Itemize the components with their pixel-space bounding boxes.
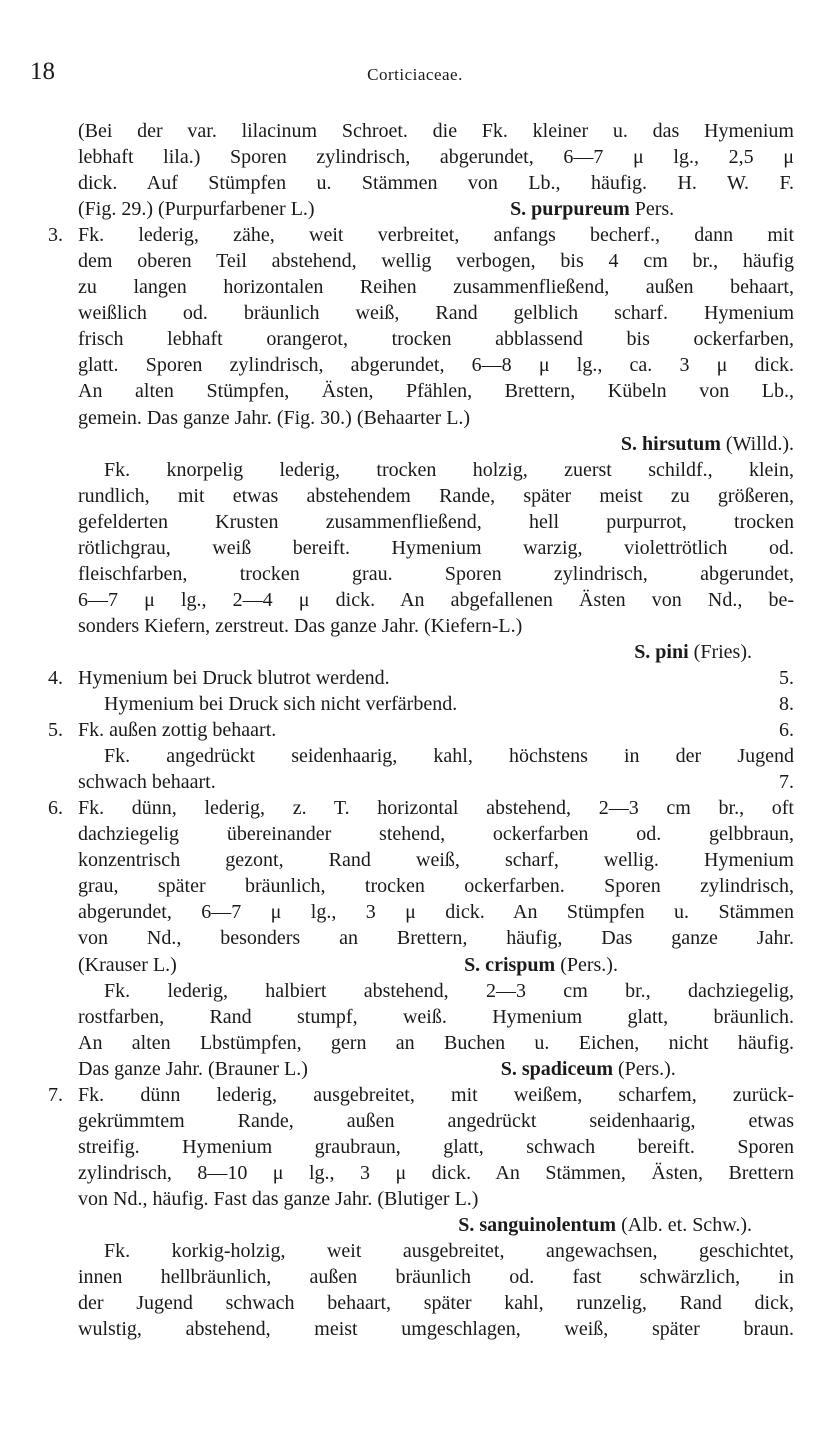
- line-text: dick. Auf Stümpfen u. Stämmen von Lb., häufig. H. W. F.: [78, 172, 794, 195]
- species-binomial: S. spadiceum: [500, 1057, 614, 1080]
- text-line: [78, 1290, 794, 1316]
- line-text: sonders Kiefern, zerstreut. Das ganze Jahr. (Kiefern-L.): [78, 614, 523, 637]
- line-text: fleischfarben, trocken grau. Sporen zylindrisch, abgerundet,: [78, 562, 794, 585]
- line-text: zylindrisch, 8—10 μ lg., 3 μ dick. An Stämmen, Ästen, Brettern: [78, 1161, 794, 1184]
- text-line: [78, 274, 794, 300]
- text-line: [78, 613, 794, 639]
- line-text: abgerundet, 6—7 μ lg., 3 μ dick. An Stümpfen u. Stämmen: [78, 901, 794, 924]
- line-text: weißlich od. bräunlich weiß, Rand gelblich scharf. Hymenium: [78, 302, 794, 325]
- text-line: [78, 405, 794, 431]
- text-line: [48, 717, 794, 743]
- text-line: [78, 535, 794, 561]
- line-text: Fk. angedrückt seidenhaarig, kahl, höchstens in der Jugend: [104, 745, 794, 768]
- key-reference: 5.: [779, 666, 794, 689]
- text-line: [78, 196, 794, 222]
- line-text: von Nd., häufig. Fast das ganze Jahr. (Blutiger L.): [78, 1187, 479, 1210]
- text-line: [78, 691, 794, 717]
- line-text: 6—7 μ lg., 2—4 μ dick. An abgefallenen Ästen von Nd., be-: [78, 588, 794, 611]
- line-text: wulstig, abstehend, meist umgeschlagen, weiß, später braun.: [78, 1318, 794, 1341]
- species-name: [634, 641, 752, 663]
- line-text: Fk. dünn, lederig, z. T. horizontal abstehend, 2—3 cm br., oft: [78, 797, 794, 820]
- line-text: An alten Stümpfen, Ästen, Pfählen, Brettern, Kübeln von Lb.,: [78, 380, 794, 403]
- line-text: rostfarben, Rand stumpf, weiß. Hymenium glatt, bräunlich.: [78, 1005, 794, 1028]
- line-text: Fk. lederig, halbiert abstehend, 2—3 cm br., dachziegelig,: [104, 979, 794, 1002]
- text-line: [78, 1316, 794, 1342]
- text-line: [78, 378, 794, 404]
- key-number: 5.: [48, 719, 63, 742]
- text-line: [48, 1082, 794, 1108]
- line-text: der Jugend schwach behaart, später kahl, runzelig, Rand dick,: [78, 1292, 794, 1315]
- line-text: Fk. dünn lederig, ausgebreitet, mit weißem, scharfem, zurück-: [78, 1083, 794, 1106]
- text-line: [48, 222, 794, 248]
- line-text: konzentrisch gezont, Rand weiß, scharf, wellig. Hymenium: [78, 849, 794, 872]
- line-text: Fk. außen zottig behaart.: [78, 719, 277, 742]
- line-text: rundlich, mit etwas abstehendem Rande, später meist zu größeren,: [78, 484, 794, 507]
- line-text: gefelderten Krusten zusammenfließend, hell purpurrot, trocken: [78, 510, 794, 533]
- line-text: Das ganze Jahr. (Brauner L.): [78, 1057, 308, 1080]
- text-line: [78, 170, 794, 196]
- line-text: rötlichgrau, weiß bereift. Hymenium warzig, violettrötlich od.: [78, 536, 794, 559]
- line-text: schwach behaart.: [78, 771, 216, 794]
- text-line: [78, 144, 794, 170]
- line-text: Fk. knorpelig lederig, trocken holzig, zuerst schildf., klein,: [104, 458, 794, 481]
- text-line: [78, 1134, 794, 1160]
- text-line: [78, 248, 794, 274]
- text-line: [78, 821, 794, 847]
- line-text: dachziegelig übereinander stehend, ockerfarben od. gelbbraun,: [78, 823, 794, 846]
- text-line: [78, 457, 794, 483]
- text-line: [78, 769, 794, 795]
- line-text: grau, später bräunlich, trocken ockerfarben. Sporen zylindrisch,: [78, 875, 794, 898]
- line-text: (Krauser L.): [78, 953, 177, 976]
- text-line: [78, 1238, 794, 1264]
- line-text: glatt. Sporen zylindrisch, abgerundet, 6—8 μ lg., ca. 3 μ dick.: [78, 354, 794, 377]
- line-text: Hymenium bei Druck sich nicht verfärbend.: [104, 693, 458, 716]
- text-line: [78, 978, 794, 1004]
- line-text: innen hellbräunlich, außen bräunlich od. fast schwärzlich, in: [78, 1266, 794, 1289]
- text-line: [78, 1160, 794, 1186]
- text-line: [78, 952, 794, 978]
- page-number: 18: [30, 58, 55, 85]
- text-line: [78, 352, 794, 378]
- species-author: (Fries).: [688, 640, 752, 663]
- species-name: [510, 196, 674, 222]
- key-reference: 7.: [779, 771, 794, 794]
- species-binomial: S. hirsutum: [620, 432, 721, 455]
- text-line: [78, 587, 794, 613]
- line-text: (Fig. 29.) (Purpurfarbener L.): [78, 198, 315, 221]
- key-reference: 6.: [779, 719, 794, 742]
- text-line: [78, 431, 794, 457]
- line-text: An alten Lbstümpfen, gern an Buchen u. Eichen, nicht häufig.: [78, 1031, 794, 1054]
- running-head: Corticiaceae.: [367, 65, 463, 84]
- key-number: 4.: [48, 666, 63, 689]
- species-author: (Willd.).: [720, 432, 794, 455]
- key-reference: 8.: [779, 693, 794, 716]
- line-text: Fk. korkig-holzig, weit ausgebreitet, angewachsen, geschichtet,: [104, 1240, 794, 1263]
- text-line: [78, 873, 794, 899]
- text-line: [48, 795, 794, 821]
- species-author: (Alb. et. Schw.).: [616, 1213, 752, 1236]
- line-text: von Nd., besonders an Brettern, häufig, Das ganze Jahr.: [78, 927, 794, 950]
- line-text: frisch lebhaft orangerot, trocken abblassend bis ockerfarben,: [78, 328, 794, 351]
- text-line: [78, 743, 794, 769]
- text-line: [78, 899, 794, 925]
- text-line: [78, 326, 794, 352]
- text-line: [78, 483, 794, 509]
- text-line: [78, 1108, 794, 1134]
- text-line: [78, 925, 794, 951]
- line-text: dem oberen Teil abstehend, wellig verbogen, bis 4 cm br., häufig: [78, 250, 794, 273]
- text-line: [78, 1056, 794, 1082]
- line-text: Hymenium bei Druck blutrot werdend.: [78, 666, 390, 689]
- text-line: [78, 300, 794, 326]
- text-line: [78, 1186, 794, 1212]
- text-line: [78, 561, 794, 587]
- key-number: 7.: [48, 1083, 63, 1106]
- text-line: [48, 665, 794, 691]
- species-name: [501, 1056, 676, 1082]
- line-text: gemein. Das ganze Jahr. (Fig. 30.) (Behaarter L.): [78, 406, 471, 429]
- species-binomial: S. purpureum: [510, 198, 630, 221]
- text-line: [78, 509, 794, 535]
- key-number: 6.: [48, 797, 63, 820]
- species-binomial: S. pini: [634, 640, 689, 663]
- text-line: [78, 1030, 794, 1056]
- text-line: [78, 1264, 794, 1290]
- line-text: zu langen horizontalen Reihen zusammenfließend, außen behaart,: [78, 276, 794, 299]
- text-line: [78, 118, 794, 144]
- species-binomial: S. crispum: [464, 953, 556, 976]
- line-text: (Bei der var. lilacinum Schroet. die Fk. kleiner u. das Hymenium: [78, 120, 794, 142]
- species-name: [458, 1214, 752, 1236]
- text-line: [78, 847, 794, 873]
- page-header: [30, 58, 800, 92]
- page-body: [48, 118, 794, 1342]
- key-number: 3.: [48, 224, 63, 247]
- line-text: streifig. Hymenium graubraun, glatt, schwach bereift. Sporen: [78, 1135, 794, 1158]
- species-author: (Pers.).: [555, 953, 618, 976]
- species-name: [464, 952, 618, 978]
- text-line: [78, 639, 794, 665]
- line-text: lebhaft lila.) Sporen zylindrisch, abgerundet, 6—7 μ lg., 2,5 μ: [78, 146, 794, 169]
- text-line: [78, 1004, 794, 1030]
- text-line: [78, 1212, 794, 1238]
- line-text: Fk. lederig, zähe, weit verbreitet, anfangs becherf., dann mit: [78, 224, 794, 247]
- line-text: gekrümmtem Rande, außen angedrückt seidenhaarig, etwas: [78, 1109, 794, 1132]
- species-author: (Pers.).: [613, 1057, 676, 1080]
- species-binomial: S. sanguinolentum: [458, 1213, 617, 1236]
- species-author: Pers.: [629, 198, 675, 221]
- species-name: [621, 433, 794, 455]
